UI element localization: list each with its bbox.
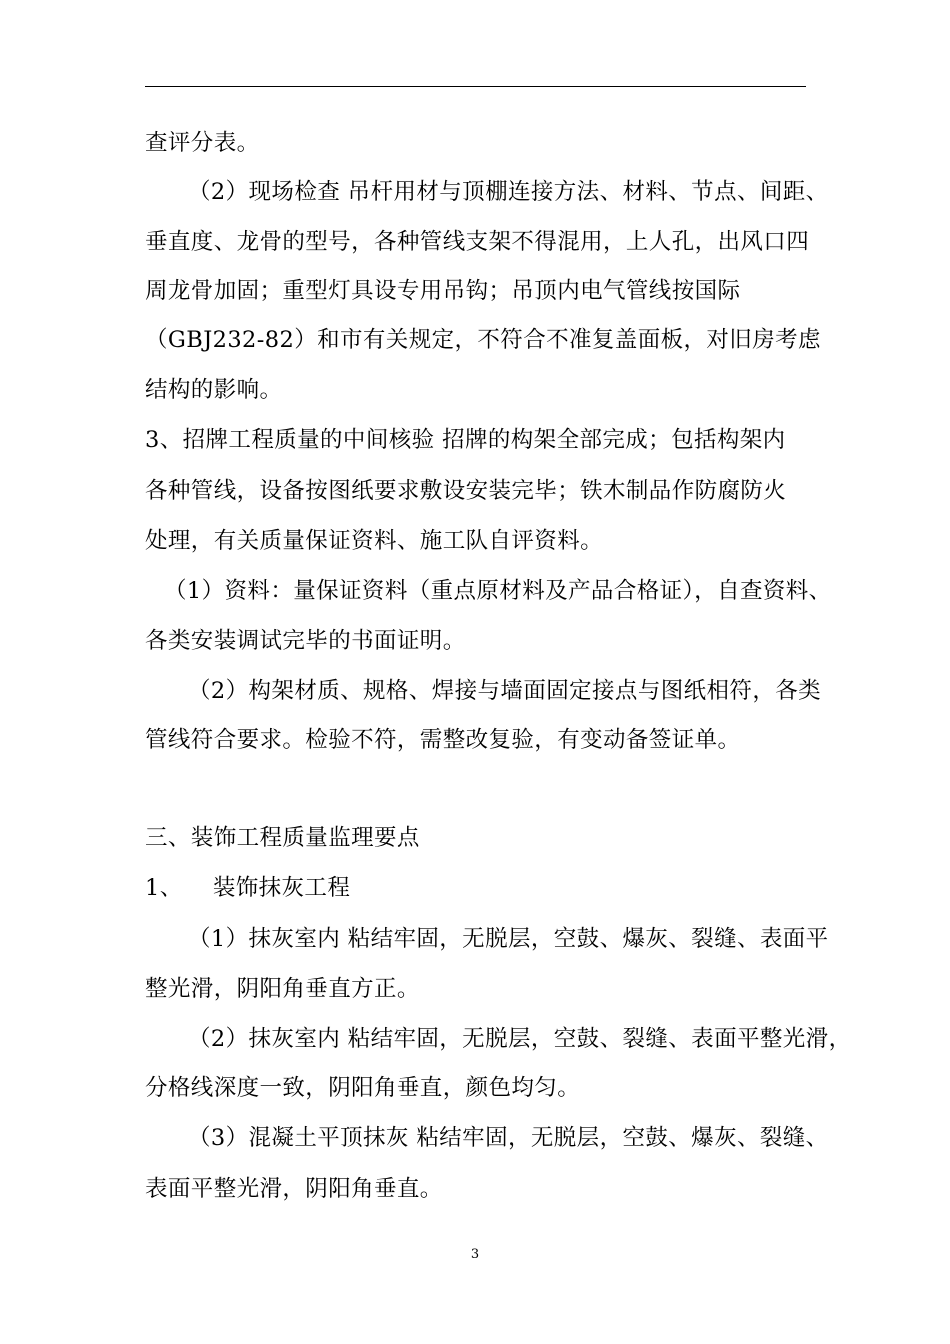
header-rule: [145, 86, 806, 87]
text-line: 整光滑，阴阳角垂直方正。: [145, 976, 420, 1002]
text-line: 周龙骨加固；重型灯具设专用吊钩；吊顶内电气管线按国际: [145, 278, 741, 304]
text-line: （2）现场检查 吊杆用材与顶棚连接方法、材料、节点、间距、: [188, 179, 829, 205]
subsection-heading: 1、 装饰抹灰工程: [145, 875, 351, 901]
text-line: （1）抹灰室内 粘结牢固，无脱层，空鼓、爆灰、裂缝、表面平: [188, 926, 829, 952]
section-heading: 三、装饰工程质量监理要点: [145, 825, 420, 851]
text-line: 分格线深度一致，阴阳角垂直，颜色均匀。: [145, 1075, 581, 1101]
text-line: 表面平整光滑，阴阳角垂直。: [145, 1176, 443, 1202]
text-line: （1）资料：量保证资料（重点原材料及产品合格证），自查资料、: [164, 578, 832, 604]
text-line: （GBJ232-82）和市有关规定，不符合不准复盖面板，对旧房考虑: [145, 327, 821, 353]
text-line: （3）混凝土平顶抹灰 粘结牢固，无脱层，空鼓、爆灰、裂缝、: [188, 1125, 829, 1151]
text-line: 查评分表。: [145, 130, 260, 156]
text-line: 结构的影响。: [145, 377, 283, 403]
page-number: 3: [470, 1247, 480, 1262]
text-line: （2）构架材质、规格、焊接与墙面固定接点与图纸相符，各类: [188, 678, 822, 704]
text-line: 管线符合要求。检验不符，需整改复验，有变动备签证单。: [145, 727, 741, 753]
text-line: 各种管线，设备按图纸要求敷设安装完毕；铁木制品作防腐防火: [145, 478, 787, 504]
text-line: 处理，有关质量保证资料、施工队自评资料。: [145, 528, 604, 554]
text-line: 3、招牌工程质量的中间核验 招牌的构架全部完成；包括构架内: [145, 427, 786, 453]
text-line: 垂直度、龙骨的型号，各种管线支架不得混用，上人孔，出风口四: [145, 229, 810, 255]
text-line: （2）抹灰室内 粘结牢固，无脱层，空鼓、裂缝、表面平整光滑，: [188, 1026, 852, 1052]
text-line: 各类安装调试完毕的书面证明。: [145, 628, 466, 654]
